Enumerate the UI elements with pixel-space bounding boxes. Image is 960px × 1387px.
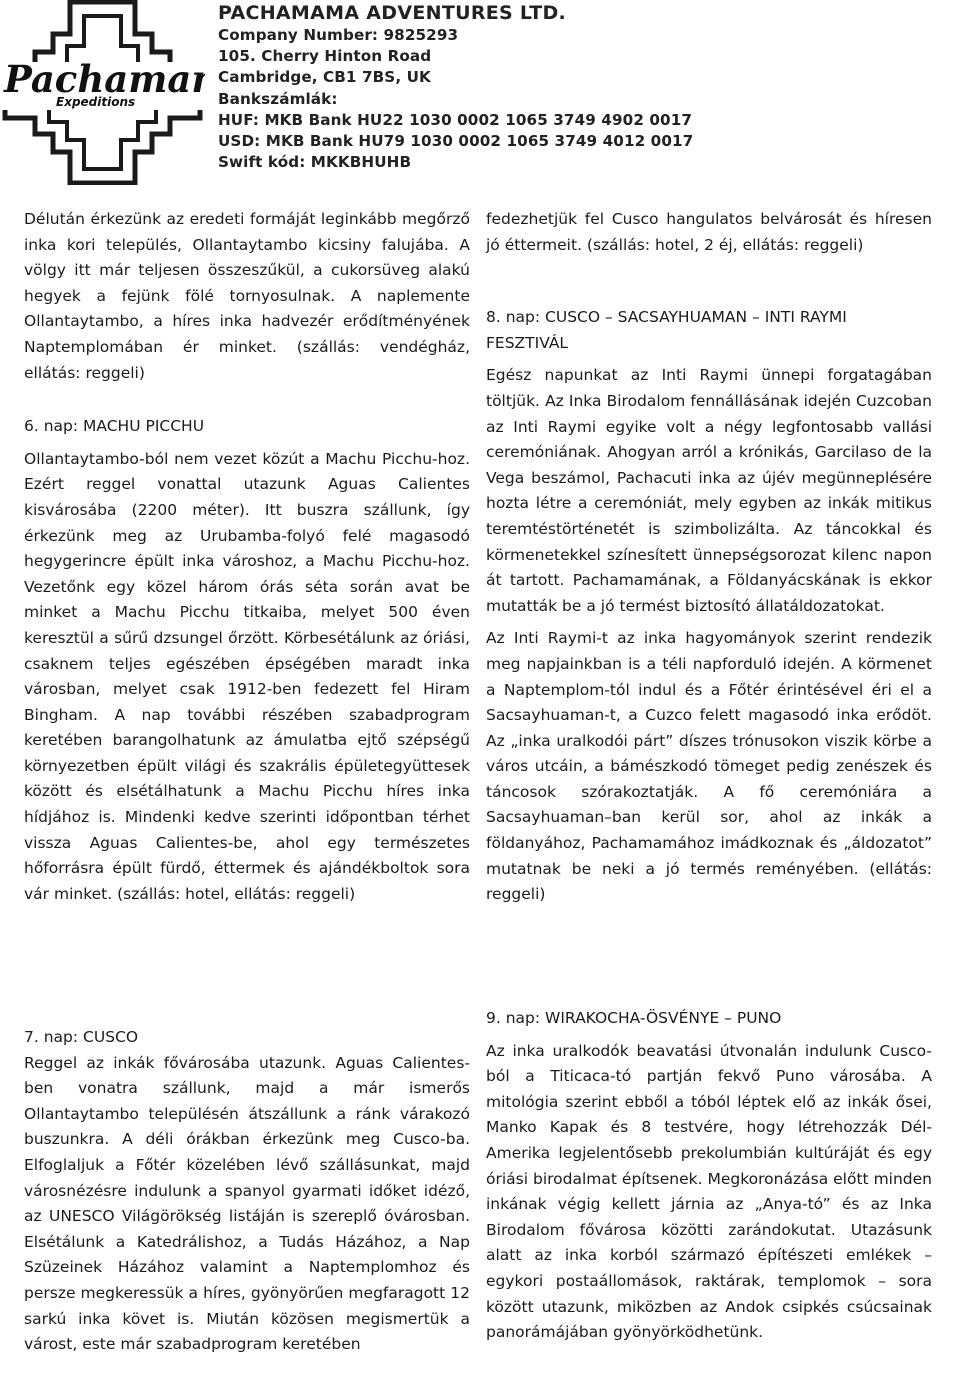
right-column-bottom xyxy=(486,1006,932,1346)
address-street: 105. Cherry Hinton Road xyxy=(218,47,432,66)
company-info xyxy=(218,0,958,173)
logo-brand-text: Pachama xyxy=(4,57,192,101)
day8-title-line2: FESZTIVÁL xyxy=(486,333,569,352)
company-name: PACHAMAMA ADVENTURES LTD. xyxy=(218,2,567,24)
left-column-top xyxy=(24,207,470,907)
day7-continuation: fedezhetjük fel Cusco hangulatos belvárosát és híresen jó éttermeit. (szállás: hotel, 2 éj, ellátás: reggeli) xyxy=(486,210,932,254)
day6-paragraph: Ollantaytambo-ból nem vezet közút a Machu Picchu-hoz. Ezért reggel vonattal utazunk Aguas Calientes kisvárosába (2200 méter). Itt buszra szállunk, így érkezünk meg az Urubamba-folyó felé magasodó hegygerincre épült inka városhoz, a Machu Picchu-hoz. Vezetőnk egy közel három órás séta során avat be minket a Machu Picchu titkaiba, melyet 500 éven keresztül a sűrű dzsungel őrzött. Körbesétálunk az óriási, csaknem teljes egészében épségében maradt inka városban, melyet csak 1912-ben fedezett fel Hiram Bingham. A nap további részében szabadprogram keretében barangolhatunk az ámulatba ejtő szépségű környezetben épült világi és szakrális épületegyüttesek között és elsétálhatunk a Machu Picchu híres inka hídjához is. Mindenki kedve szerinti időpontban térhet vissza Aguas Calientes-be, ahol egy természetes hőforrásra épült fürdő, éttermek és ajándékboltok sora vár minket. (szállás: hotel, ellátás: reggeli) xyxy=(24,449,470,903)
day6-title: 6. nap: MACHU PICCHU xyxy=(24,417,205,436)
day5-paragraph: Délután érkezünk az eredeti formáját leginkább megőrző inka kori település, Ollantaytambo kicsiny falujába. A völgy itt már teljesen összeszűkül, a cukorsüveg alakú hegyek a fejünk fölé tornyosulnak. A naplemente Ollantaytambo, a híres inka hadvezér erődítményének Naptemplomában ér minket. (szállás: vendégház, ellátás: reggeli) xyxy=(24,210,470,382)
day7-title: 7. nap: CUSCO xyxy=(24,1028,139,1046)
usd-account: USD: MKB Bank HU79 1030 0002 1065 3749 4012 0017 xyxy=(218,132,694,151)
chakana-cross-logo-icon xyxy=(0,0,205,185)
day8-title-line1: 8. nap: CUSCO – SACSAYHUAMAN – INTI RAYMI xyxy=(486,308,847,327)
company-logo xyxy=(0,0,205,185)
company-number: Company Number: 9825293 xyxy=(218,26,459,44)
left-column-bottom xyxy=(24,1025,470,1358)
day9-paragraph: Az inka uralkodók beavatási útvonalán indulunk Cusco-ból a Titicaca-tó partján fekvő Puno városába. A mitológia szerint ebből a tóból léptek elő az inkák ősei, Manko Kapak és 8 testvére, hogy létrehozzák Dél-Amerika legjelentősebb prekolumbián kultúráját és egy óriási birodalmat építsenek. Megkoronázása előtt minden inkának végig kellett járnia az „Anya-tó” és az Inka Birodalom fővárosa közötti zarándokutat. Utazásunk alatt az inka korból származó építészeti emlékek – egykori postaállomások, raktárak, templomok – sora között utazunk, miközben az Andok csipkés csúcsainak panorámájában gyönyörködhetünk. xyxy=(486,1041,932,1342)
day8-paragraph-1: Egész napunkat az Inti Raymi ünnepi forgatagában töltjük. Az Inka Birodalom fennállásának idején Cuzcoban az Inti Raymi egyike volt a négy legfontosabb vallási ceremóniának. Ahogyan arról a krónikás, Garcilaso de la Vega beszámol, Pachacuti inka az újév megünneplésére hozta létre a ceremóniát, mely egyben az inkák mitikus teremtéstörténetét is szimbolizálta. Az táncokkal és körmenetekkel színesített ünnepségsorozat kilenc napon át tartott. Pachamamának, a Földanyácskának is ekkor mutatták be a jó termést biztosító állatáldozatokat. xyxy=(486,366,932,615)
bank-accounts-label: Bankszámlák: xyxy=(218,89,338,108)
day7-paragraph: Reggel az inkák fővárosába utazunk. Aguas Calientes-ben vonatra szállunk, majd a már ismerős Ollantaytambo településén átszállunk a ránk várakozó buszunkra. A déli órákban érkezünk meg Cusco-ba. Elfoglaljuk a Főtér közelében lévő szállásunkat, majd városnézésre indulunk a spanyol gyarmati időket idéző, az UNESCO Világörökség listáján is szereplő óvárosban. Elsétálunk a Katedrálishoz, a Tudás Házához, a Nap Szüzeinek Házához valamint a Naptemplomhoz és persze megkeressük a híres, gyönyörűen megfaragott 12 sarkú inka követ is. Miután közösen megismertük a várost, este már szabadprogram keretében xyxy=(24,1053,470,1354)
logo-sub-text: Expeditions xyxy=(56,95,136,109)
swift-code: Swift kód: MKKBHUHB xyxy=(218,153,412,172)
right-column-top xyxy=(486,207,932,908)
day8-paragraph-2: Az Inti Raymi-t az inka hagyományok szerint rendezik meg napjainkban is a téli napforduló idején. A körmenet a Naptemplom-tól indul és a Főtér érintésével éri el a Sacsayhuaman-t, a Cuzco felett magasodó inka erődöt. Az „inka uralkodói párt” díszes trónusokon viszik körbe a város utcáin, a bámészkodó tömeget pedig zenészek és táncosok szórakoztatják. A fő ceremóniára a Sacsayhuaman–ban kerül sor, ahol az inkák a földanyához, Pachamamához imádkoznak és „áldozatot” mutatnak be neki a jó termés reményében. (ellátás: reggeli) xyxy=(486,629,932,904)
huf-account: HUF: MKB Bank HU22 1030 0002 1065 3749 4902 0017 xyxy=(218,110,693,129)
address-city: Cambridge, CB1 7BS, UK xyxy=(218,68,431,87)
day9-title: 9. nap: WIRAKOCHA-ÖSVÉNYE – PUNO xyxy=(486,1009,782,1027)
